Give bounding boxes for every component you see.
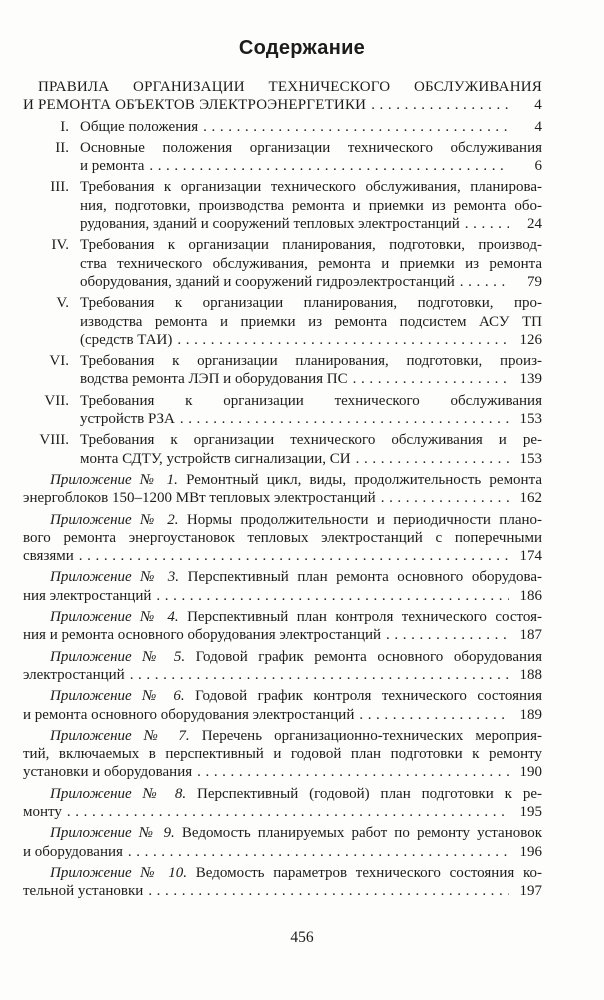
toc-entry-last-line: [80, 370, 542, 388]
section-numeral: VIII.: [39, 432, 69, 449]
page-number: 186: [519, 587, 542, 604]
page-number: 188: [519, 666, 542, 683]
appendix-label: Приложение № 7.: [50, 727, 190, 744]
section-body: [80, 139, 542, 176]
toc-entry-line: Приложение № 4. Перспективный план контроля технического состоя-: [50, 609, 542, 626]
toc-section: [23, 236, 542, 291]
toc-entry-last-line: [80, 118, 542, 136]
appendix-label: Приложение № 4.: [50, 609, 179, 626]
toc-heading: [23, 78, 542, 115]
section-numeral: VI.: [49, 353, 69, 370]
dot-leader: [123, 843, 509, 861]
dot-leader: [351, 450, 509, 468]
toc-entry-text: и ремонта основного оборудования электростанций: [23, 706, 355, 723]
toc-entry-text: ния и ремонта основного оборудования электростанций: [23, 627, 382, 644]
page-number: 6: [534, 158, 542, 175]
toc-entry-last-line: [23, 803, 542, 821]
toc-entry-text: устройств РЗА: [80, 411, 175, 428]
toc-appendix: [23, 785, 542, 822]
toc-section: [23, 352, 542, 389]
toc-entry-line: Приложение № 3. Перспективный план ремонта основного оборудова-: [50, 569, 542, 586]
toc-entry-line: Требования к организации технического обслуживания: [80, 392, 542, 409]
toc-entry-line: Приложение № 7. Перечень организационно-технических мероприя-: [50, 727, 542, 744]
section-numeral: III.: [50, 179, 69, 196]
toc-entry-last-line: [23, 666, 542, 684]
page-number: 4: [534, 118, 542, 135]
toc-appendix: [23, 727, 542, 782]
toc-heading-last-line: [23, 96, 542, 114]
page-number: 197: [519, 883, 542, 900]
toc-entry-text: (средств ТАИ): [80, 331, 173, 348]
dot-leader: [192, 763, 509, 781]
dot-leader: [348, 370, 509, 388]
toc-entry-line: Приложение № 9. Ведомость планируемых работ по ремонту установок: [50, 825, 542, 842]
page-number: 196: [519, 843, 542, 860]
toc-appendix: [23, 648, 542, 685]
appendix-label: Приложение № 5.: [50, 648, 186, 665]
toc-heading-line: ПРАВИЛА ОРГАНИЗАЦИИ ТЕХНИЧЕСКОГО ОБСЛУЖИВАНИЯ: [38, 79, 542, 95]
toc-entry-text: оборудования, зданий и сооружений гидроэлектростанций: [80, 273, 455, 290]
toc-entry-text: и оборудования: [23, 843, 123, 860]
toc-entry-last-line: [23, 587, 542, 605]
section-numeral: I.: [60, 118, 69, 135]
appendix-label: Приложение № 10.: [50, 864, 188, 881]
section-numeral: IV.: [51, 237, 69, 254]
page-number: 153: [519, 411, 542, 428]
toc-entry-line: вого ремонта энергоустановок тепловых электростанций с поперечными: [23, 529, 542, 546]
section-body: [80, 118, 542, 136]
toc-appendix: [23, 687, 542, 724]
dot-leader: [125, 666, 509, 684]
appendix-label: Приложение № 8.: [50, 785, 187, 802]
toc-entry-last-line: [80, 215, 542, 233]
toc-appendix: [23, 824, 542, 861]
toc-entry-line: ства технического обслуживания, ремонта и приемки из ремонта: [80, 255, 542, 272]
toc-entries: [23, 118, 542, 901]
toc-entry-line: тий, включаемых в перспективный и годовой план подготовки к ремонту: [23, 746, 542, 763]
toc-section: [23, 431, 542, 468]
toc-entry-last-line: [23, 626, 542, 644]
toc-entry-line: Приложение № 10. Ведомость параметров технического состояния ко-: [50, 864, 542, 881]
page-number: 153: [519, 450, 542, 467]
toc-section: [23, 139, 542, 176]
toc-entry-line: изводства ремонта и приемки из ремонта подсистем АСУ ТП: [80, 313, 542, 330]
toc-entry-text: установки и оборудования: [23, 764, 193, 781]
section-body: [80, 236, 542, 291]
section-body: [80, 431, 542, 468]
toc-entry-last-line: [23, 547, 542, 565]
toc-section: [23, 294, 542, 349]
toc-entry-line: Приложение № 6. Годовой график контроля технического состояния: [50, 688, 542, 705]
page-number: 126: [519, 331, 542, 348]
toc-entry-line: Приложение № 1. Ремонтный цикл, виды, продолжительность ремонта: [50, 471, 542, 488]
toc-entry-line: Основные положения организации технического обслуживания: [80, 139, 542, 156]
dot-leader: [62, 803, 509, 821]
page-number: 187: [519, 627, 542, 644]
section-numeral: VII.: [44, 392, 69, 409]
page-number: 195: [519, 803, 542, 820]
toc-entry-text: и ремонта: [80, 158, 145, 175]
toc-entry-last-line: [23, 489, 542, 507]
appendix-label: Приложение № 6.: [50, 688, 185, 705]
dot-leader: [455, 273, 509, 291]
toc-entry-text: тельной установки: [23, 883, 144, 900]
page-number: 162: [519, 490, 542, 507]
dot-leader: [143, 882, 509, 900]
toc-entry-last-line: [23, 882, 542, 900]
section-numeral: V.: [56, 295, 69, 312]
dot-leader: [175, 410, 509, 428]
toc-entry-last-line: [23, 706, 542, 724]
toc-entry-line: Требования к организации технического обслуживания и ре-: [80, 432, 542, 449]
dot-leader: [460, 215, 509, 233]
toc-entry-last-line: [80, 157, 542, 175]
toc-entry-line: Требования к организации планирования, подготовки, производ-: [80, 237, 542, 254]
folio-page-number: 456: [290, 929, 314, 946]
toc-entry-text: электростанций: [23, 666, 125, 683]
toc-heading-line: И РЕМОНТА ОБЪЕКТОВ ЭЛЕКТРОЭНЕРГЕТИКИ: [23, 97, 367, 114]
toc-entry-text: монту: [23, 803, 62, 820]
toc-entry-line: Приложение № 5. Годовой график ремонта основного оборудования: [50, 648, 543, 665]
section-body: [80, 178, 542, 233]
toc-entry-text: связями: [23, 548, 74, 565]
toc-entry-line: Требования к организации технического обслуживания, планирова-: [80, 179, 542, 196]
dot-leader: [198, 118, 509, 136]
toc-entry-line: Приложение № 8. Перспективный (годовой) план подготовки к ре-: [50, 785, 542, 802]
page-title: Содержание: [238, 37, 366, 59]
toc-section: [23, 392, 542, 429]
toc-entry-line: Приложение № 2. Нормы продолжительности и периодичности плано-: [50, 511, 542, 528]
page-number: 24: [527, 216, 542, 233]
toc-appendix: [23, 608, 542, 645]
toc-entry-line: Требования к организации планирования, подготовки, произ-: [80, 353, 542, 370]
page-number: 4: [534, 97, 542, 114]
dot-leader: [172, 331, 509, 349]
section-body: [80, 352, 542, 389]
dot-leader: [366, 96, 509, 114]
toc-entry-text: водства ремонта ЛЭП и оборудования ПС: [80, 371, 348, 388]
page-number: 79: [527, 273, 542, 290]
toc-entry-last-line: [80, 450, 542, 468]
toc-entry-line: Требования к организации планирования, подготовки, про-: [80, 295, 542, 312]
toc-appendix: [23, 568, 542, 605]
toc-entry-last-line: [23, 763, 542, 781]
appendix-label: Приложение № 3.: [50, 569, 180, 586]
toc-entry-last-line: [80, 273, 542, 291]
toc-entry-last-line: [80, 410, 542, 428]
dot-leader: [144, 157, 509, 175]
toc-appendix: [23, 511, 542, 566]
toc-appendix: [23, 864, 542, 901]
toc-entry-text: монта СДТУ, устройств сигнализации, СИ: [80, 450, 351, 467]
appendix-label: Приложение № 2.: [50, 511, 179, 528]
dot-leader: [74, 547, 509, 565]
page-number: 189: [519, 706, 542, 723]
appendix-label: Приложение № 9.: [50, 825, 175, 842]
toc-entry-line: ния, подготовки, производства ремонта и приемки из ремонта обо-: [80, 197, 542, 214]
toc-appendix: [23, 471, 542, 508]
page-number: 190: [519, 764, 542, 781]
toc-section: [23, 118, 542, 136]
toc-entry-text: рудования, зданий и сооружений тепловых электростанций: [80, 216, 460, 233]
appendix-label: Приложение № 1.: [50, 471, 178, 488]
section-numeral: II.: [55, 139, 69, 156]
dot-leader: [151, 587, 509, 605]
toc-entry-last-line: [80, 331, 542, 349]
section-body: [80, 392, 542, 429]
toc-entry-last-line: [23, 843, 542, 861]
toc-entry-text: ния электростанций: [23, 587, 152, 604]
section-body: [80, 294, 542, 349]
toc-entry-text: энергоблоков 150–1200 МВт тепловых электростанций: [23, 490, 376, 507]
toc-entry-text: Общие положения: [80, 118, 199, 135]
dot-leader: [381, 626, 509, 644]
page-number: 139: [519, 371, 542, 388]
toc-section: [23, 178, 542, 233]
dot-leader: [376, 489, 509, 507]
dot-leader: [354, 706, 509, 724]
page-number: 174: [519, 548, 542, 565]
